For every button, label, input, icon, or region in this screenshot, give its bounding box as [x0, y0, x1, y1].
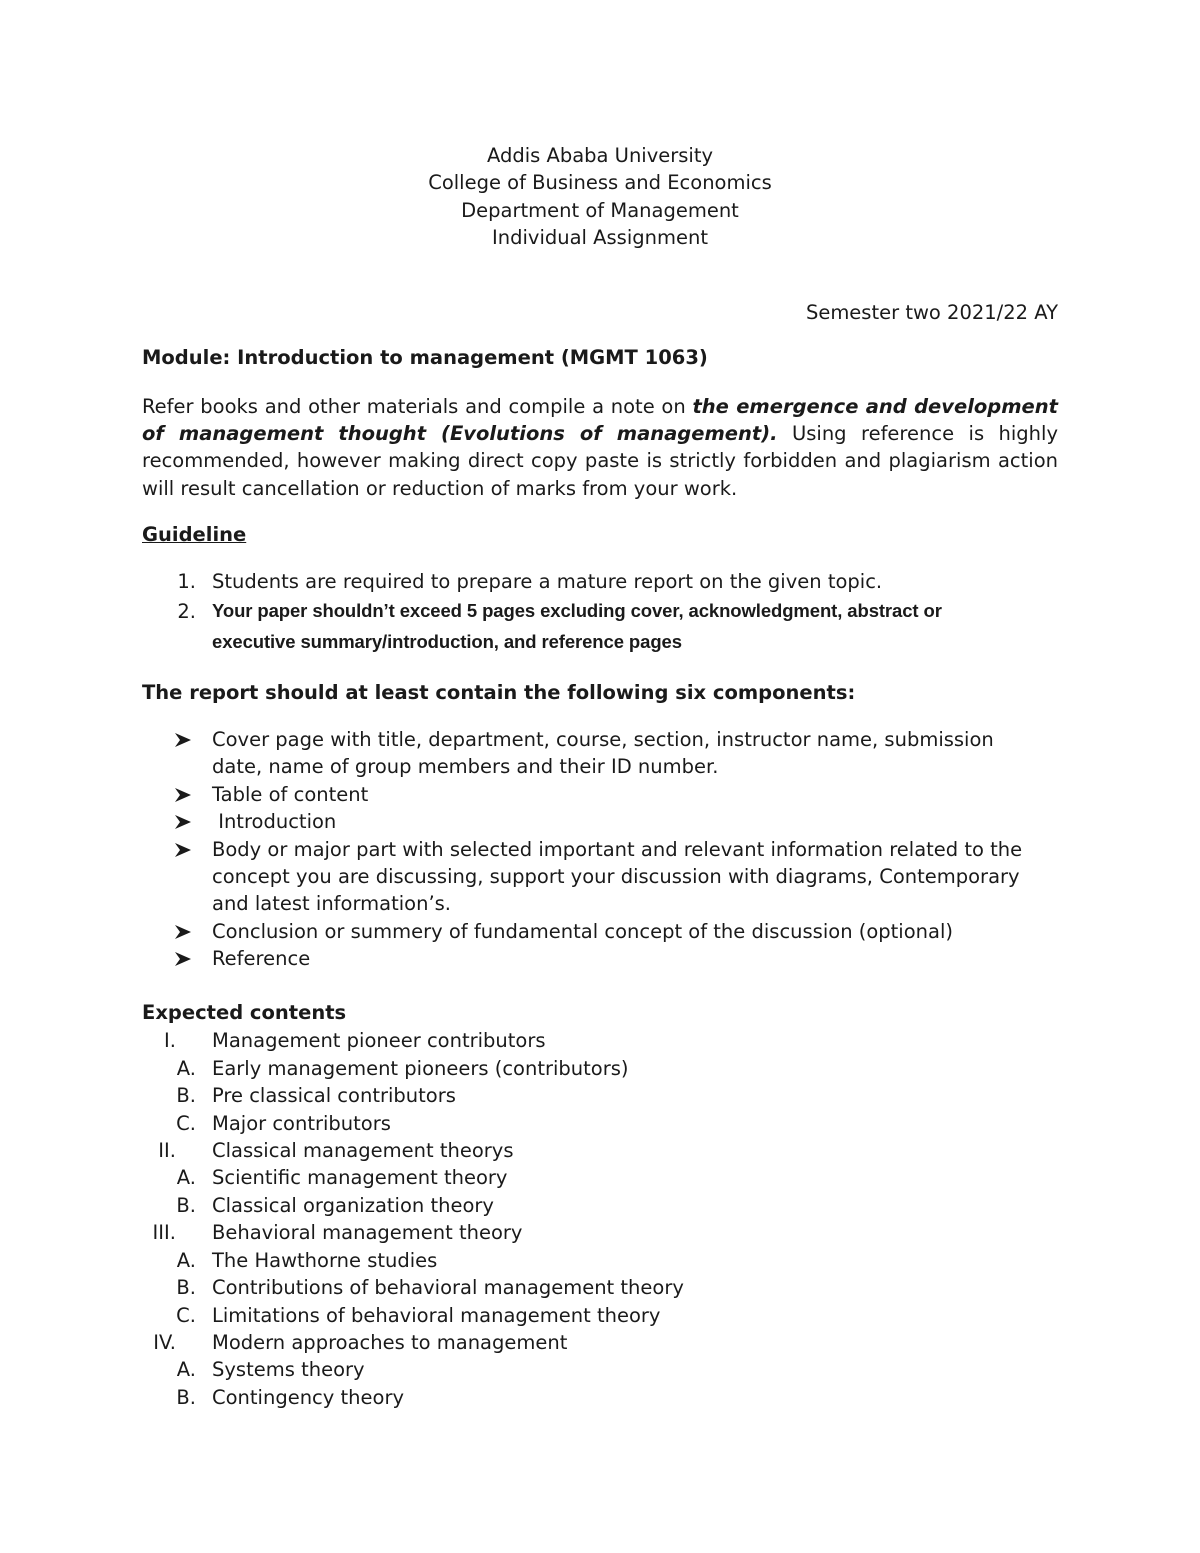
assignment-type: Individual Assignment	[492, 226, 708, 249]
guideline-item-1: Students are required to prepare a mature report on the given topic.	[212, 570, 883, 593]
outline-item: Modern approaches to management	[212, 1331, 568, 1354]
outline-number: A.	[176, 1249, 196, 1272]
arrowhead-bullet-icon	[173, 814, 193, 830]
intro-line-3: recommended, however making direct copy paste is strictly forbidden and plagiarism action	[142, 449, 1058, 472]
outline-number: A.	[176, 1166, 196, 1189]
arrowhead-bullet-icon	[173, 787, 193, 803]
guideline-number-1: 1.	[177, 570, 196, 593]
intro-line-4: will result cancellation or reduction of marks from your work.	[142, 477, 738, 500]
guideline-item-2-line-2: executive summary/introduction, and reference pages	[212, 631, 682, 652]
component-line-5: Body or major part with selected important and relevant information related to the	[212, 838, 1023, 861]
module-title: Module: Introduction to management (MGMT 1063)	[142, 346, 708, 369]
component-line-8: Conclusion or summery of fundamental concept of the discussion (optional)	[212, 920, 953, 943]
component-line-1: Cover page with title, department, course, section, instructor name, submission	[212, 728, 994, 751]
outline-item: Management pioneer contributors	[212, 1029, 546, 1052]
arrowhead-bullet-icon	[173, 924, 193, 940]
department-name: Department of Management	[461, 199, 739, 222]
component-line-2: date, name of group members and their ID number.	[212, 755, 719, 778]
outline-number: B.	[176, 1084, 196, 1107]
outline-number: C.	[176, 1112, 196, 1135]
university-name: Addis Ababa University	[486, 144, 714, 167]
outline-number: III.	[152, 1221, 176, 1244]
outline-item: Behavioral management theory	[212, 1221, 523, 1244]
outline-number: II.	[158, 1139, 176, 1162]
components-heading: The report should at least contain the following six components:	[142, 681, 856, 704]
outline-item: Contingency theory	[212, 1386, 405, 1409]
arrowhead-bullet-icon	[173, 842, 193, 858]
outline-item: Contributions of behavioral management theory	[212, 1276, 684, 1299]
outline-number: C.	[176, 1304, 196, 1327]
intro-line-1: Refer books and other materials and compile a note on the emergence and development	[142, 395, 1058, 418]
outline-number: I.	[164, 1029, 176, 1052]
component-line-4: Introduction	[212, 810, 337, 833]
guideline-item-2-line-1: Your paper shouldn’t exceed 5 pages excluding cover, acknowledgment, abstract or	[212, 600, 942, 621]
outline-number: IV.	[153, 1331, 176, 1354]
outline-number: B.	[176, 1386, 196, 1409]
outline-item: Systems theory	[212, 1358, 365, 1381]
outline-item: Early management pioneers (contributors)	[212, 1057, 629, 1080]
outline-number: B.	[176, 1194, 196, 1217]
outline-item: Classical management theorys	[212, 1139, 514, 1162]
college-name: College of Business and Economics	[428, 171, 772, 194]
semester-label: Semester two 2021/22 AY	[805, 301, 1058, 324]
arrowhead-bullet-icon	[173, 951, 193, 967]
component-line-7: and latest information’s.	[212, 892, 451, 915]
expected-heading: Expected contents	[142, 1001, 347, 1024]
component-line-3: Table of content	[212, 783, 369, 806]
intro-line-2: of management thought (Evolutions of management). Using reference is highly	[142, 422, 1059, 445]
outline-item: Limitations of behavioral management theory	[212, 1304, 661, 1327]
outline-item: Scientific management theory	[212, 1166, 508, 1189]
guideline-heading: Guideline	[142, 523, 247, 546]
outline-item: Major contributors	[212, 1112, 391, 1135]
outline-item: The Hawthorne studies	[212, 1249, 438, 1272]
outline-number: A.	[176, 1057, 196, 1080]
guideline-number-2: 2.	[177, 600, 196, 623]
outline-item: Classical organization theory	[212, 1194, 494, 1217]
arrowhead-bullet-icon	[173, 732, 193, 748]
component-line-6: concept you are discussing, support your discussion with diagrams, Contemporary	[212, 865, 1020, 888]
outline-number: A.	[176, 1358, 196, 1381]
outline-number: B.	[176, 1276, 196, 1299]
component-line-9: Reference	[212, 947, 311, 970]
outline-item: Pre classical contributors	[212, 1084, 456, 1107]
